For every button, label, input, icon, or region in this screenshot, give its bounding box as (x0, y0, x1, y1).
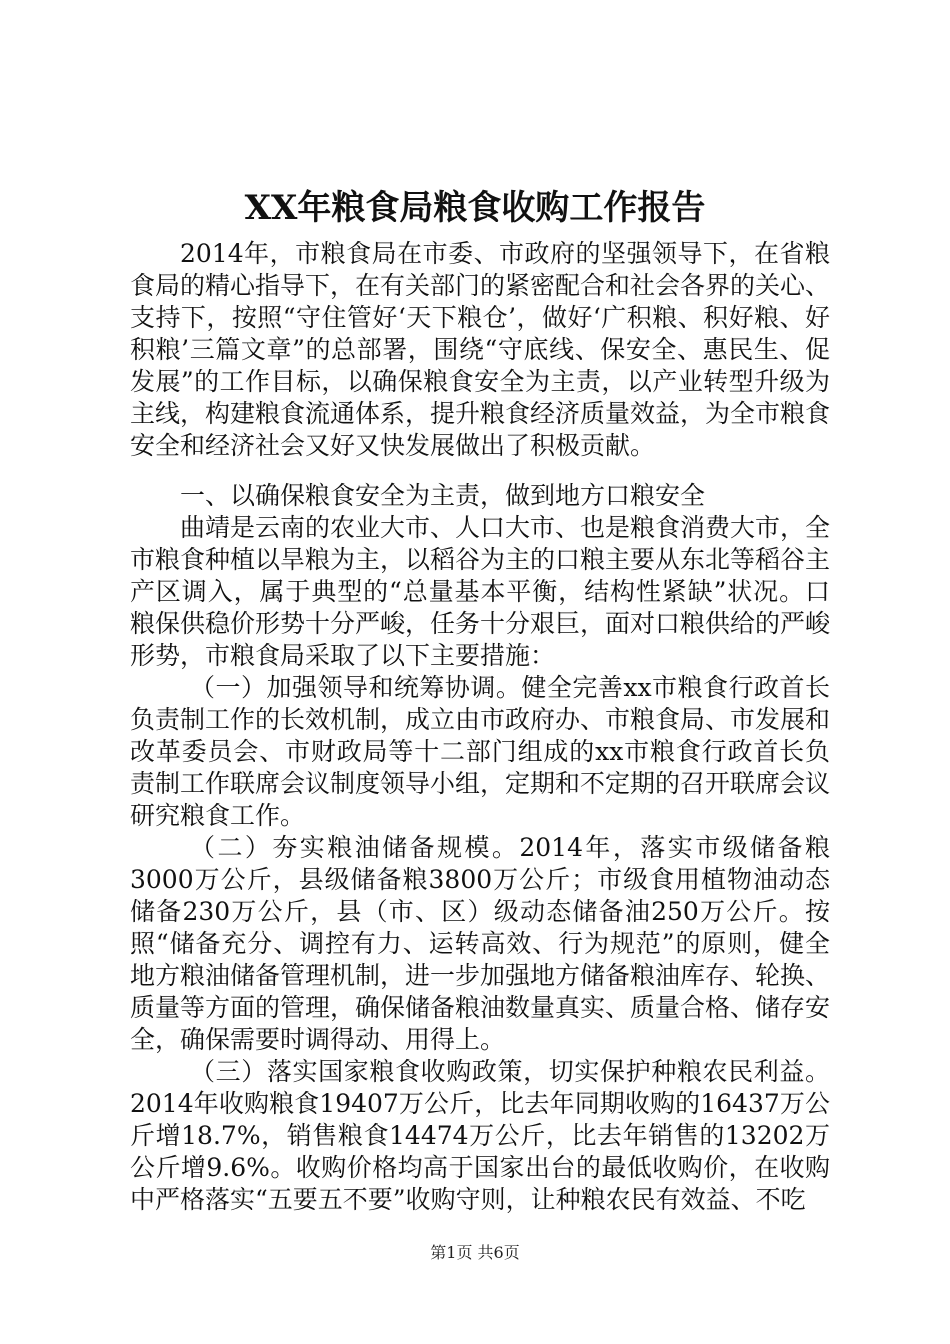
section-1 (130, 480, 830, 1216)
document-title: XX年粮食局粮食收购工作报告 (244, 188, 706, 228)
page-footer: 第1页 共6页 (430, 1243, 520, 1262)
item-3-paragraph: （三）落实国家粮食收购政策，切实保护种粮农民利益。2014年收购粮食19407万公斤，比去年同期收购的16437万公斤增18.7%，销售粮食14474万公斤，比去年销售的13202万公斤增9.6%。收购价格均高于国家出台的最低收购价，在收购中严格落实“五要五不要”收购守则，让种粮农民有效益、不吃 (130, 1057, 830, 1214)
item-1-paragraph: （一）加强领导和统筹协调。健全完善xx市粮食行政首长负责制工作的长效机制，成立由市政府办、市粮食局、市发展和改革委员会、市财政局等十二部门组成的xx市粮食行政首长负责制工作联席会议制度领导小组，定期和不定期的召开联席会议研究粮食工作。 (130, 673, 831, 830)
section-1-heading: 一、以确保粮食安全为主责，做到地方口粮安全 (180, 481, 706, 510)
intro-section (130, 238, 830, 462)
item-2-paragraph: （二）夯实粮油储备规模。2014年，落实市级储备粮3000万公斤，县级储备粮3800万公斤；市级食用植物油动态储备230万公斤，县（市、区）级动态储备油250万公斤。按照“储备充分、调控有力、运转高效、行为规范”的原则，健全地方粮油储备管理机制，进一步加强地方储备粮油库存、轮换、质量等方面的管理，确保储备粮油数量真实、质量合格、储存安全，确保需要时调得动、用得上。 (130, 833, 831, 1054)
section-1-paragraph: 曲靖是云南的农业大市、人口大市、也是粮食消费大市，全市粮食种植以旱粮为主，以稻谷为主的口粮主要从东北等稻谷主产区调入，属于典型的“总量基本平衡，结构性紧缺”状况。口粮保供稳价形势十分严峻，任务十分艰巨，面对口粮供给的严峻形势，市粮食局采取了以下主要措施： (130, 513, 831, 670)
intro-paragraph: 2014年，市粮食局在市委、市政府的坚强领导下，在省粮食局的精心指导下，在有关部门的紧密配合和社会各界的关心、支持下，按照“守住管好‘天下粮仓’，做好‘广积粮、积好粮、好积粮’三篇文章”的总部署，围绕“守底线、保安全、惠民生、促发展”的工作目标，以确保粮食安全为主责，以产业转型升级为主线，构建粮食流通体系，提升粮食经济质量效益，为全市粮食安全和经济社会又好又快发展做出了积极贡献。 (130, 239, 831, 460)
